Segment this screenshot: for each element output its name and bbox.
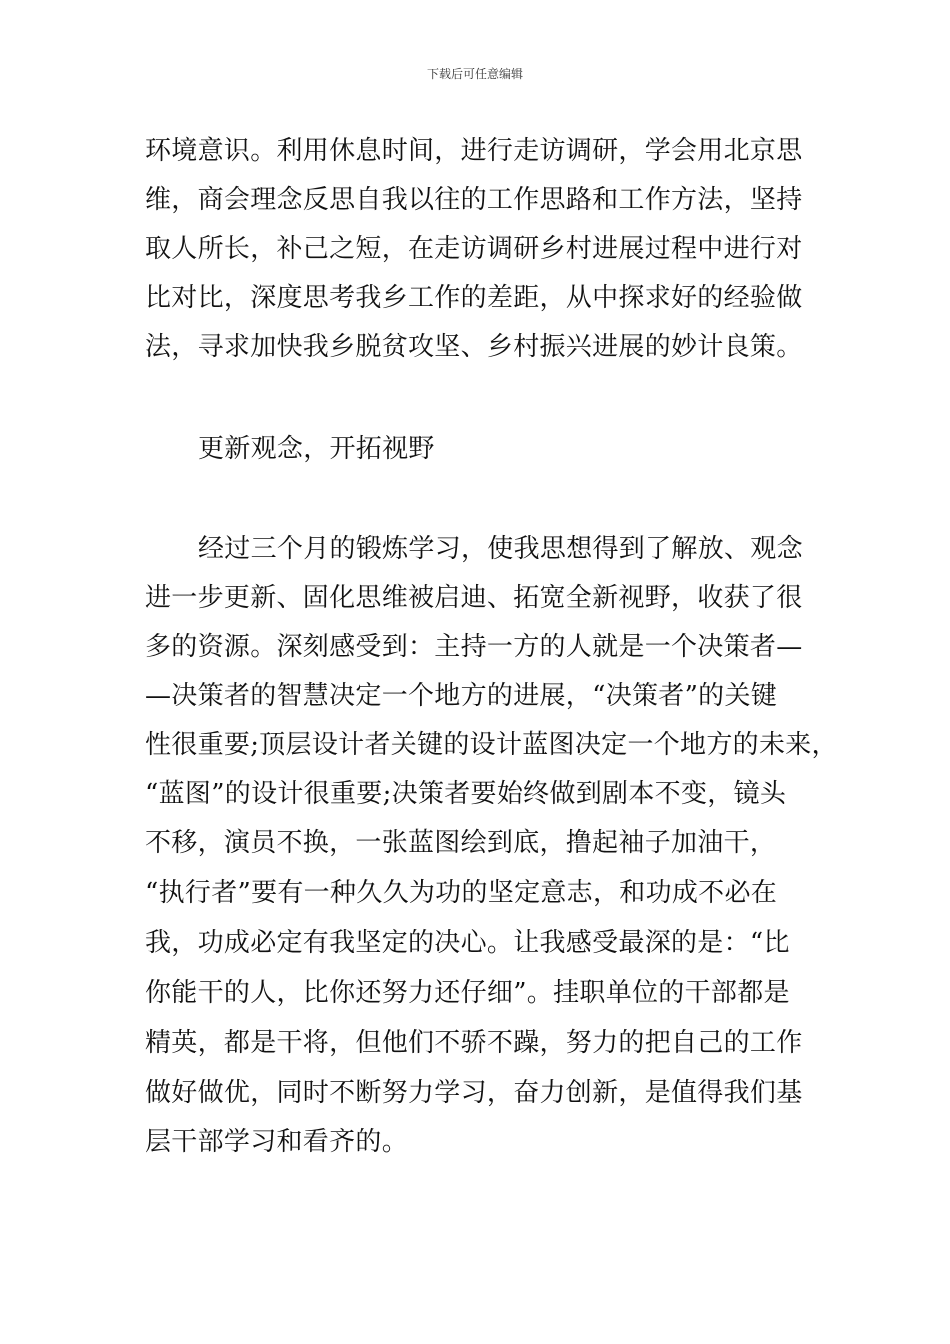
text-line: “蓝图”的设计很重要;决策者要始终做到剧本不变，镜头 (145, 779, 787, 809)
page-header-note: 下载后可任意编辑 (426, 67, 523, 81)
text-line: 不移，演员不换，一张蓝图绘到底，撸起袖子加油干， (145, 828, 777, 858)
text-line: “执行者”要有一种久久为功的坚定意志，和功成不必在 (145, 878, 778, 908)
text-line: 经过三个月的锻炼学习，使我思想得到了解放、观念 (198, 534, 803, 564)
text-line: 比对比，深度思考我乡工作的差距，从中探求好的经验做 (145, 283, 803, 313)
text-line: 我，功成必定有我坚定的决心。让我感受最深的是：“比 (145, 928, 790, 958)
text-line: —决策者的智慧决定一个地方的进展，“决策者”的关键 (145, 681, 778, 711)
text-line: 维，商会理念反思自我以往的工作思路和工作方法，坚持 (145, 185, 803, 215)
text-line: 精英，都是干将，但他们不骄不躁，努力的把自己的工作 (145, 1028, 803, 1058)
text-line: 进一步更新、固化思维被启迪、拓宽全新视野，收获了很 (145, 583, 803, 613)
text-line: 做好做优，同时不断努力学习，奋力创新，是值得我们基 (145, 1078, 803, 1108)
text-line: 层干部学习和看齐的。 (145, 1127, 409, 1157)
text-line: 性很重要;顶层设计者关键的设计蓝图决定一个地方的未来， (145, 730, 838, 760)
text-line: 法，寻求加快我乡脱贫攻坚、乡村振兴进展的妙计良策。 (145, 332, 803, 362)
text-line: 取人所长，补己之短，在走访调研乡村进展过程中进行对 (145, 234, 803, 264)
text-line: 多的资源。深刻感受到：主持一方的人就是一个决策者— (145, 632, 803, 662)
text-line: 环境意识。利用休息时间，进行走访调研，学会用北京思 (145, 136, 803, 166)
section-heading: 更新观念，开拓视野 (198, 434, 435, 464)
text-line: 你能干的人，比你还努力还仔细”。挂职单位的干部都是 (145, 978, 790, 1008)
